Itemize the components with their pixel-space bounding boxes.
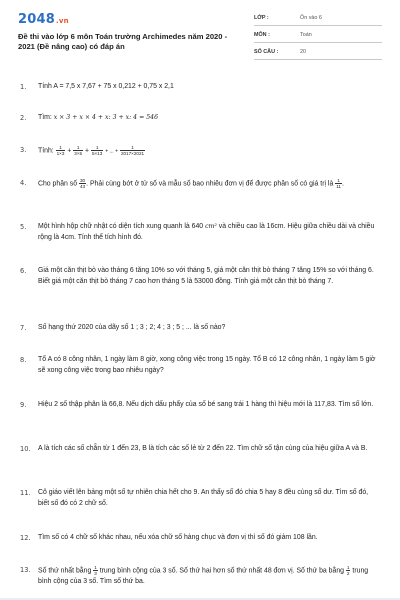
question-number: 9. xyxy=(20,401,27,409)
question-number: 10. xyxy=(20,445,31,453)
question-text: Cô giáo viết lên bảng một số tự nhiên chia hết cho 9. An thấy số đó chia 5 hay 8 đều cùng số dư. Tìm số đó, biết số đó có 2 chữ số. xyxy=(38,489,369,507)
question-text: Cho phân số $\frac{30}{43}$ . Phải cùng bớt ở tử số và mẫu số bao nhiêu đơn vị để được phân số có giá trị là $\frac{1}{11}$ . xyxy=(38,178,344,189)
question-text: Tìm số có 4 chữ số khác nhau, nếu xóa chữ số hàng chục và đơn vị thì số đó giảm 108 lần. xyxy=(38,534,318,541)
document-title: Đề thi vào lớp 6 môn Toán trường Archimedes năm 2020 - 2021 (Đề nâng cao) có đáp án xyxy=(18,32,228,51)
meta-subject-row xyxy=(254,31,382,43)
logo-suffix: .vn xyxy=(55,17,69,25)
fraction: $\frac{1}{1\times 3}$ xyxy=(56,145,65,156)
subject-value: Toán xyxy=(300,32,312,38)
fraction: $\frac{1}{11}$ xyxy=(336,178,341,189)
fraction: $\frac{1}{2017\times 2021}$ xyxy=(120,145,145,156)
question-text xyxy=(38,113,380,124)
fraction: $\frac{1}{2}$ xyxy=(346,565,350,576)
class-label: LỚP : xyxy=(254,15,269,21)
question-number: 7. xyxy=(20,324,27,332)
ellipsis-text: + ... + xyxy=(105,148,119,155)
question-number: 13. xyxy=(20,566,31,574)
meta-box xyxy=(254,14,382,65)
fraction: $\frac{1}{3\times 5}$ xyxy=(74,145,83,156)
question-text: Hiệu 2 số thập phân là 66,8. Nếu dịch dấu phẩy của số bé sang trái 1 hàng thì hiệu mới là 117,83. Tìm số lớn. xyxy=(38,401,374,408)
question-text: Số hạng thứ 2020 của dãy số 1 ; 3 ; 2; 4 ; 3 ; 5 ; ... là số nào? xyxy=(38,324,226,331)
question-number: 12. xyxy=(20,534,31,542)
question-text: A là tích các số chẵn từ 1 đến 23, B là tích các số lẻ từ 2 đến 22. Tìm chữ số tận cùng của hiệu giữa A và B. xyxy=(38,445,368,452)
meta-count-row xyxy=(254,48,382,60)
question-number: 6. xyxy=(20,267,27,275)
question-text: Tính A = 7,5 x 7,67 + 75 x 0,212 + 0,75 x 2,1 xyxy=(38,83,174,90)
math-expression: x × 3 + x × 4 + x: 3 + x: 4 = 546 xyxy=(53,114,159,121)
fraction: $\frac{1}{3}$ xyxy=(94,565,97,576)
logo-text: 2048 xyxy=(18,12,55,27)
meta-class-row xyxy=(254,14,382,26)
count-label: SỐ CÂU : xyxy=(254,49,279,55)
fraction: $\frac{1}{5\times 13}$ xyxy=(91,145,103,156)
question-number: 5. xyxy=(20,223,27,231)
question-number: 8. xyxy=(20,356,27,364)
question-text: Giá một căn thịt bò vào tháng 6 tăng 10% so với tháng 5, giá một căn thịt bò tháng 7 tăng 15% so với tháng 6. Biết giá một căn thịt bò tháng 7 cao hơn tháng 5 là 53000 đồng. Tính giá một căn thịt bò tháng 7. xyxy=(38,267,374,285)
question-text: Một hình hộp chữ nhật có diện tích xung quanh là 640 cm² và chiều cao là 16cm. Hiệu giữa chiều dài và chiều rộng là 4cm. Tính thể tích hình đó. xyxy=(38,223,375,241)
question-number: 4. xyxy=(20,179,27,187)
question-prefix: Tính: xyxy=(38,147,54,155)
subject-label: MÔN : xyxy=(254,32,270,38)
class-value: Ôn vào 6 xyxy=(300,15,322,21)
question-number: 3. xyxy=(20,146,27,154)
question-text: Số thứ nhất bằng $\frac{1}{3}$ trung bình cộng của 3 số. Số thứ hai hơn số thứ nhất 48 đơn vị. Số thứ ba bằng $\frac{1}{2}$ trung bình cộng của 3 số. Tìm số thứ ba. xyxy=(38,565,369,585)
fraction: $\frac{30}{43}$ xyxy=(80,178,86,189)
question-number: 1. xyxy=(20,83,27,91)
header xyxy=(18,12,382,60)
question-text: Tổ A có 8 công nhân, 1 ngày làm 8 giờ, xong công việc trong 15 ngày. Tổ B có 12 công nhân, 1 ngày làm 5 giờ sẽ xong công việc trong bao nhiêu ngày? xyxy=(38,356,376,374)
count-value: 20 xyxy=(300,49,306,55)
site-logo[interactable] xyxy=(18,12,69,27)
question-text: Tính: $\frac{1}{1\times 3}$ + $\frac{1}{3\times 5}$ + $\frac{1}{5\times 13}$ + ... + $\frac{1}{2017\times 2021}$ xyxy=(38,145,145,156)
unit-text: cm² xyxy=(205,223,217,230)
question-number: 11. xyxy=(20,489,31,497)
question-number: 2. xyxy=(20,114,27,122)
question-prefix: Tìm: xyxy=(38,114,52,121)
